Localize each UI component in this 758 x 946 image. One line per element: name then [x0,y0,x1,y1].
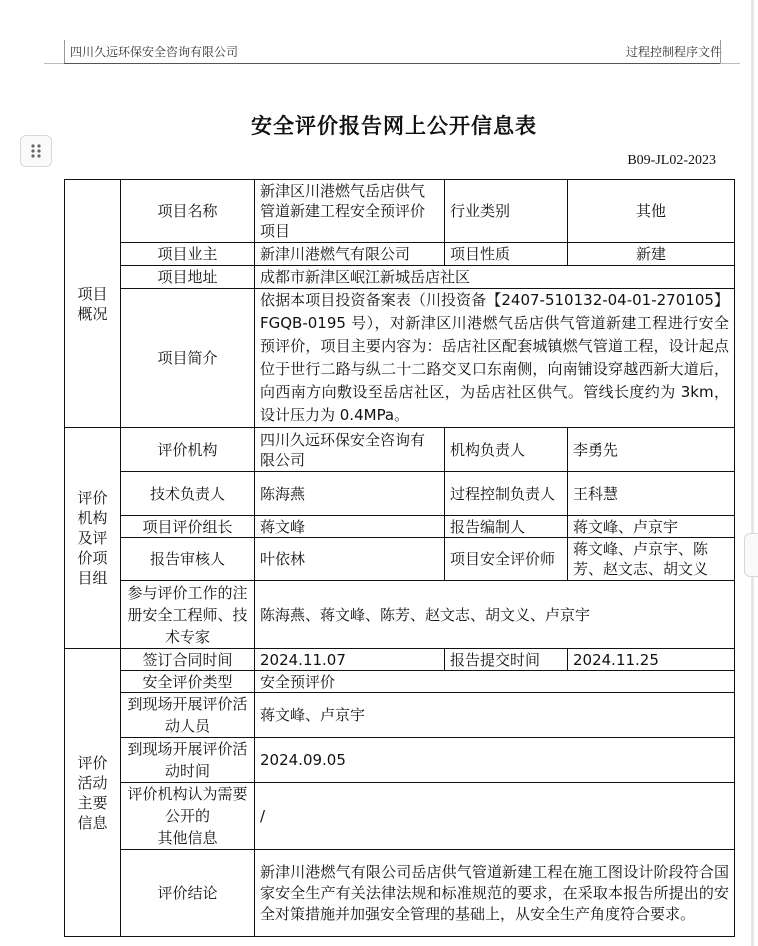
table-row [65,266,735,289]
label-contract-time: 签订合同时间 [121,649,255,671]
value-org-head: 李勇先 [568,428,735,472]
section-evaluation-team: 评价 机构 及评 价项 目组 [65,428,121,649]
crop-mark-left [44,63,64,64]
label-project-name: 项目名称 [121,180,255,243]
table-row [65,428,735,472]
value-project-name: 新津区川港燃气岳店供气管道新建工程安全预评价项目 [255,180,445,243]
value-report-editor: 蒋文峰、卢京宇 [568,516,735,538]
label-industry: 行业类别 [445,180,568,243]
value-project-owner: 新津川港燃气有限公司 [255,243,445,266]
label-project-summary: 项目简介 [121,289,255,428]
value-participants: 陈海燕、蒋文峰、陈芳、赵文志、胡文义、卢京宇 [255,581,735,649]
value-evaluation-org: 四川久远环保安全咨询有限公司 [255,428,445,472]
table-row [65,180,735,243]
label-process-lead: 过程控制负责人 [445,472,568,516]
info-table [64,179,735,937]
value-team-lead: 蒋文峰 [255,516,445,538]
section-evaluation-activity: 评价 活动 主要 信息 [65,649,121,937]
value-project-address: 成都市新津区岷江新城岳店社区 [255,266,735,289]
label-report-reviewer: 报告审核人 [121,538,255,581]
label-team-lead: 项目评价组长 [121,516,255,538]
value-industry: 其他 [568,180,735,243]
label-participants: 参与评价工作的注册安全工程师、技术专家 [121,581,255,649]
header-divider-right [720,40,721,64]
crop-mark-right [720,63,740,64]
grip-dots-icon [30,143,42,159]
value-site-staff: 蒋文峰、卢京宇 [255,693,735,738]
label-org-head: 机构负责人 [445,428,568,472]
value-report-reviewer: 叶依林 [255,538,445,581]
side-panel-toggle[interactable] [744,533,758,577]
header-divider-left [64,40,65,64]
header-company: 四川久远环保安全咨询有限公司 [70,45,239,59]
value-tech-lead: 陈海燕 [255,472,445,516]
table-row [65,738,735,783]
label-tech-lead: 技术负责人 [121,472,255,516]
table-row [65,850,735,937]
table-row [65,243,735,266]
table-row [65,783,735,850]
label-report-editor: 报告编制人 [445,516,568,538]
table-row [65,693,735,738]
value-conclusion: 新津川港燃气有限公司岳店供气管道新建工程在施工图设计阶段符合国家安全生产有关法律法规和标准规范的要求，在采取本报告所提出的安全对策措施并加强安全管理的基础上，从安全生产角度符合要求。 [255,850,735,937]
value-submit-time: 2024.11.25 [568,649,735,671]
label-safety-evaluator: 项目安全评价师 [445,538,568,581]
label-submit-time: 报告提交时间 [445,649,568,671]
value-project-nature: 新建 [568,243,735,266]
label-evaluation-org: 评价机构 [121,428,255,472]
table-row [65,472,735,516]
document-number: B09-JL02-2023 [627,153,716,168]
header-rule [64,63,720,64]
label-site-time: 到现场开展评价活动时间 [121,738,255,783]
table-row [65,289,735,428]
header-doc-type: 过程控制程序文件 [625,45,722,59]
section-project-overview: 项目 概况 [65,180,121,428]
table-row [65,538,735,581]
label-project-nature: 项目性质 [445,243,568,266]
label-evaluation-type: 安全评价类型 [121,671,255,693]
label-site-staff: 到现场开展评价活动人员 [121,693,255,738]
table-row [65,671,735,693]
value-contract-time: 2024.11.07 [255,649,445,671]
page-title: 安全评价报告网上公开信息表 [251,114,537,138]
value-process-lead: 王科慧 [568,472,735,516]
value-site-time: 2024.09.05 [255,738,735,783]
label-conclusion: 评价结论 [121,850,255,937]
table-row [65,516,735,538]
value-evaluation-type: 安全预评价 [255,671,735,693]
table-row [65,581,735,649]
value-project-summary: 依据本项目投资备案表（川投资备【2407-510132-04-01-270105】FGQB-0195 号），对新津区川港燃气岳店供气管道新建工程进行安全预评价，项目主要内容为：岳店社区配套城镇燃气管道工程，设计起点位于世行二路与纵二十二路交叉口东南侧，向南铺设穿越西新大道后，向西南方向敷设至岳店社区，为岳店社区供气。管线长度约为 3km，设计压力为 0.4MPa。 [255,289,735,428]
label-project-owner: 项目业主 [121,243,255,266]
value-safety-evaluator: 蒋文峰、卢京宇、陈芳、赵文志、胡文义 [568,538,735,581]
label-other-info: 评价机构认为需要公开的 其他信息 [121,783,255,850]
table-row [65,649,735,671]
value-other-info: / [255,783,735,850]
label-project-address: 项目地址 [121,266,255,289]
